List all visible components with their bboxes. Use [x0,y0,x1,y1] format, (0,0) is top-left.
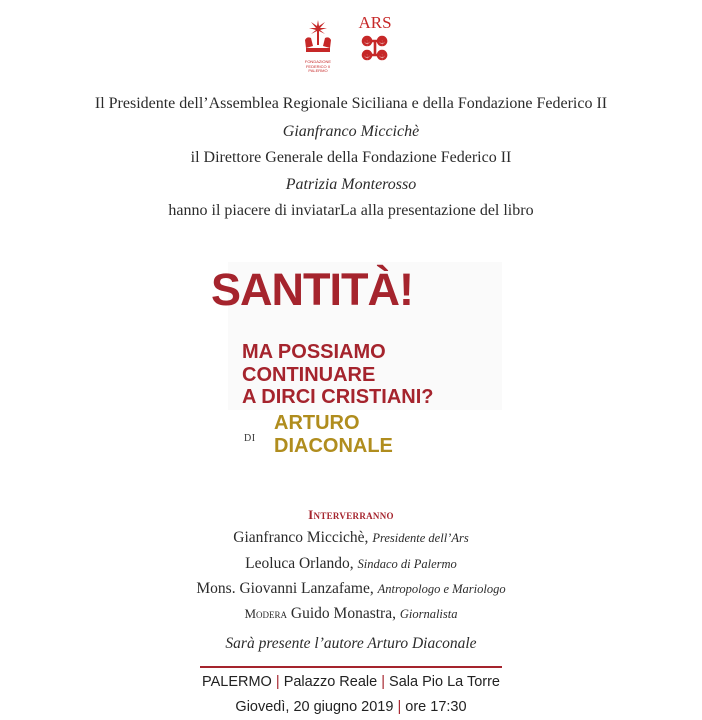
divider-rule [200,666,502,668]
invitation-line-director: il Direttore Generale della Fondazione Federico II [190,149,512,166]
book-by-label: DI [244,433,256,444]
venue-location [0,674,702,690]
fondazione-caption: FONDAZIONE FEDERICO II PALERMO [304,59,332,73]
ars-logo [355,14,395,74]
invitation-name-president: Gianfranco Miccichè [282,123,420,140]
venue-room: Sala Pio La Torre [389,674,500,690]
invitation-name-director: Patrizia Monterosso [285,176,417,193]
spiral-pattern-icon [360,32,390,62]
speaker-name: Gianfranco Miccichè, [233,529,369,546]
moderator-role: Giornalista [399,607,458,621]
speaker-row [0,555,702,573]
speaker-name: Mons. Giovanni Lanzafame, [196,580,374,597]
speaker-row [0,529,702,547]
invitation-line-pleasure: hanno il piacere di inviatarLa alla presentazione del libro [168,202,534,219]
separator: | [381,674,385,690]
separator: | [397,699,402,715]
venue-datetime [0,699,702,715]
speaker-row [0,580,702,598]
author-first-name: ARTURO [274,412,360,434]
book-subtitle [242,341,433,409]
ars-label: ARS [358,13,392,32]
book-author [274,412,393,458]
moderator-name: Guido Monastra, [290,605,396,622]
author-last-name: DIACONALE [274,435,393,457]
separator: | [275,674,280,690]
event-time: ore 17:30 [405,699,467,715]
speaker-name: Leoluca Orlando, [245,555,354,572]
speakers-heading: Interverranno [308,507,394,522]
moderator-label: Modera [244,606,288,621]
speaker-role: Presidente dell’Ars [372,531,469,545]
fondazione-federico-logo [300,18,336,74]
book-subtitle-line: A DIRCI CRISTIANI? [242,386,434,408]
book-subtitle-line: CONTINUARE [242,363,376,386]
speaker-role: Sindaco di Palermo [357,557,457,571]
book-subtitle-line: MA POSSIAMO [242,341,386,363]
logo-bar [0,14,702,74]
author-presence-note: Sarà presente l’autore Arturo Diaconale [225,635,477,652]
invitation-line-president: Il Presidente dell’Assemblea Regionale Siciliana e della Fondazione Federico II [94,95,608,112]
venue-building: Palazzo Reale [283,674,378,690]
event-date: Giovedì, 20 giugno 2019 [235,699,394,715]
moderator-row [0,605,702,623]
venue-city: PALERMO [202,674,272,690]
book-title: SANTITÀ! [211,264,413,315]
speaker-role: Antropologo e Mariologo [377,582,506,596]
palm-lions-icon [303,18,333,54]
